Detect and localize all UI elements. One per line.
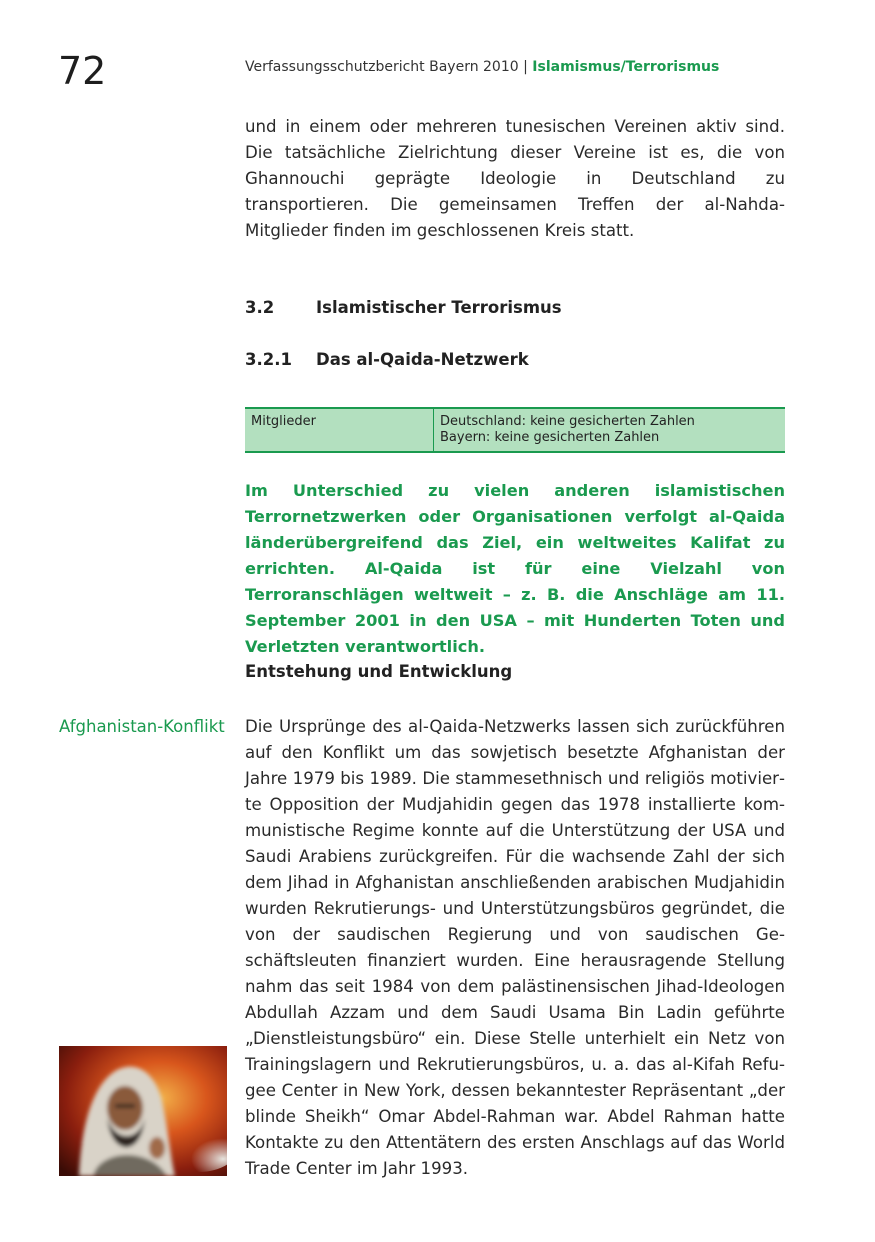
intro-paragraph: und in einem oder mehreren tunesischen Vereinen aktiv sind. Die tatsächliche Zielrichtung dieser Vereine ist es, die von Ghannouchi geprägte Ideologie in Deutschland zu transportieren. Die gemeinsamen Treffen der al-Nahda-Mitglieder finden im geschlossenen Kreis statt.	[245, 117, 785, 240]
table-row	[245, 408, 785, 452]
portrait-photo	[59, 1046, 227, 1176]
subsection-number: 3.2.1	[245, 350, 292, 369]
subsection-title: Das al-Qaida-Netzwerk	[316, 350, 529, 369]
sub-heading: Entstehung und Entwicklung	[245, 662, 513, 681]
members-table	[245, 407, 785, 453]
running-head	[245, 59, 719, 75]
margin-note: Afghanistan-Konflikt	[59, 717, 225, 736]
summary-paragraph: Im Unterschied zu vielen anderen islamistischen Terrornetzwerken oder Organisationen verfolgt al-Qaida länderübergreifend das Ziel, ein weltweites Kalifat zu errichten. Al-Qaida ist für eine Vielzahl von Terroranschlägen weltweit – z. B. die Anschläge am 11. September 2001 in den USA – mit Hunderten Toten und Verletzten verantwortlich.	[245, 481, 785, 656]
members-germany: Deutschland: keine gesicherten Zahlen	[440, 414, 695, 429]
section-title: Islamistischer Terrorismus	[316, 298, 562, 317]
page-number: 72	[58, 49, 107, 93]
running-head-title: Verfassungsschutzbericht Bayern 2010 |	[245, 59, 533, 75]
subsection-heading	[245, 350, 529, 369]
main-paragraph: Die Ursprünge des al-Qaida-Netzwerks lassen sich zurückführen auf den Konflikt um das sowjetisch besetzte Afghanistan der Jahre 1979 bis 1989. Die stammesethnisch und religiös motivierte Opposition der Mudjahidin gegen das 1978 installierte kommunistische Regime konnte auf die Unterstützung der USA und Saudi Arabiens zurückgreifen. Für die wachsende Zahl der sich dem Jihad in Afghanistan anschließenden arabischen Mudjahidin wurden Rekrutierungs- und Unterstützungsbüros gegründet, die von der saudischen Regierung und von saudischen Geschäftsleuten finanziert wurden. Eine herausragende Stellung nahm das seit 1984 von dem palästinensischen Jihad-Ideologen Abdullah Azzam und dem Saudi Usama Bin Ladin geführte „Dienstleistungsbüro“ ein. Diese Stelle unterhielt ein Netz von Trainingslagern und Rekrutierungsbüros, u. a. das al-Kifah Refugee Center in New York, dessen bekanntester Repräsentant „der blinde Sheikh“ Omar Abdel-Rahman war. Abdel Rahman hatte Kontakte zu den Attentätern des ersten Anschlags auf das World Trade Center im Jahr 1993.	[245, 717, 785, 1178]
section-heading	[245, 298, 562, 317]
portrait-image	[59, 1046, 227, 1176]
members-bavaria: Bayern: keine gesicherten Zahlen	[440, 430, 660, 445]
members-label: Mitglieder	[245, 408, 434, 452]
running-head-section: Islamismus/Terrorismus	[532, 59, 720, 75]
members-values	[434, 408, 786, 452]
section-number: 3.2	[245, 298, 275, 317]
